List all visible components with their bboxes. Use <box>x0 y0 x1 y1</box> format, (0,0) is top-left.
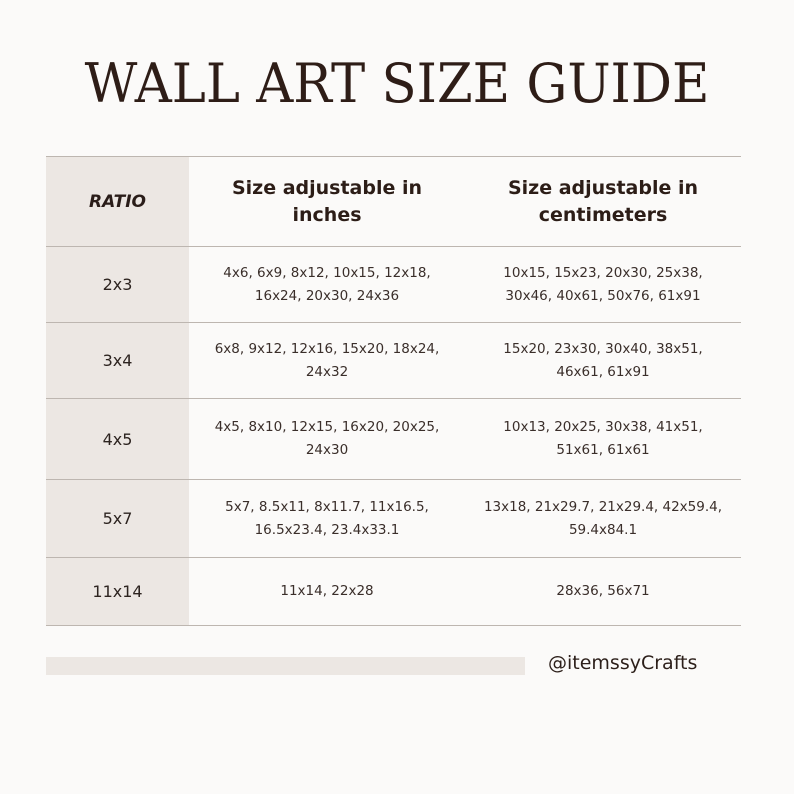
ratio-cell: 11x14 <box>46 558 189 625</box>
header-ratio: RATIO <box>46 157 189 246</box>
table-row <box>46 558 741 626</box>
ratio-cell: 5x7 <box>46 480 189 557</box>
centimeters-cell: 10x13, 20x25, 30x38, 41x51, 51x61, 61x61 <box>503 419 703 458</box>
centimeters-cell: 15x20, 23x30, 30x40, 38x51, 46x61, 61x91 <box>503 340 703 380</box>
inches-cell: 4x6, 6x9, 8x12, 10x15, 12x18, 16x24, 20x30, 24x36 <box>223 264 431 304</box>
brand-handle: @itemssyCrafts <box>548 652 698 674</box>
centimeters-cell: 28x36, 56x71 <box>556 583 650 599</box>
table-row <box>46 399 741 480</box>
inches-cell: 11x14, 22x28 <box>280 583 374 599</box>
size-guide-table <box>46 156 741 626</box>
table-row <box>46 323 741 399</box>
ratio-cell: 4x5 <box>46 399 189 479</box>
footer-divider-bar <box>46 657 525 675</box>
centimeters-cell: 13x18, 21x29.7, 21x29.4, 42x59.4, 59.4x84.1 <box>483 498 723 538</box>
table-row <box>46 480 741 558</box>
inches-cell: 4x5, 8x10, 12x15, 16x20, 20x25, 24x30 <box>214 419 440 458</box>
ratio-cell: 3x4 <box>46 323 189 398</box>
centimeters-cell: 10x15, 15x23, 20x30, 25x38, 30x46, 40x61, 50x76, 61x91 <box>503 264 703 304</box>
page-title: WALL ART SIZE GUIDE <box>84 52 710 115</box>
table-row <box>46 247 741 323</box>
inches-cell: 5x7, 8.5x11, 8x11.7, 11x16.5, 16.5x23.4, 23.4x33.1 <box>225 498 429 538</box>
table-header-row <box>46 157 741 247</box>
header-inches: Size adjustable in inches <box>231 176 423 226</box>
header-centimeters: Size adjustable in centimeters <box>507 176 699 226</box>
inches-cell: 6x8, 9x12, 12x16, 15x20, 18x24, 24x32 <box>214 340 440 380</box>
ratio-cell: 2x3 <box>46 247 189 322</box>
